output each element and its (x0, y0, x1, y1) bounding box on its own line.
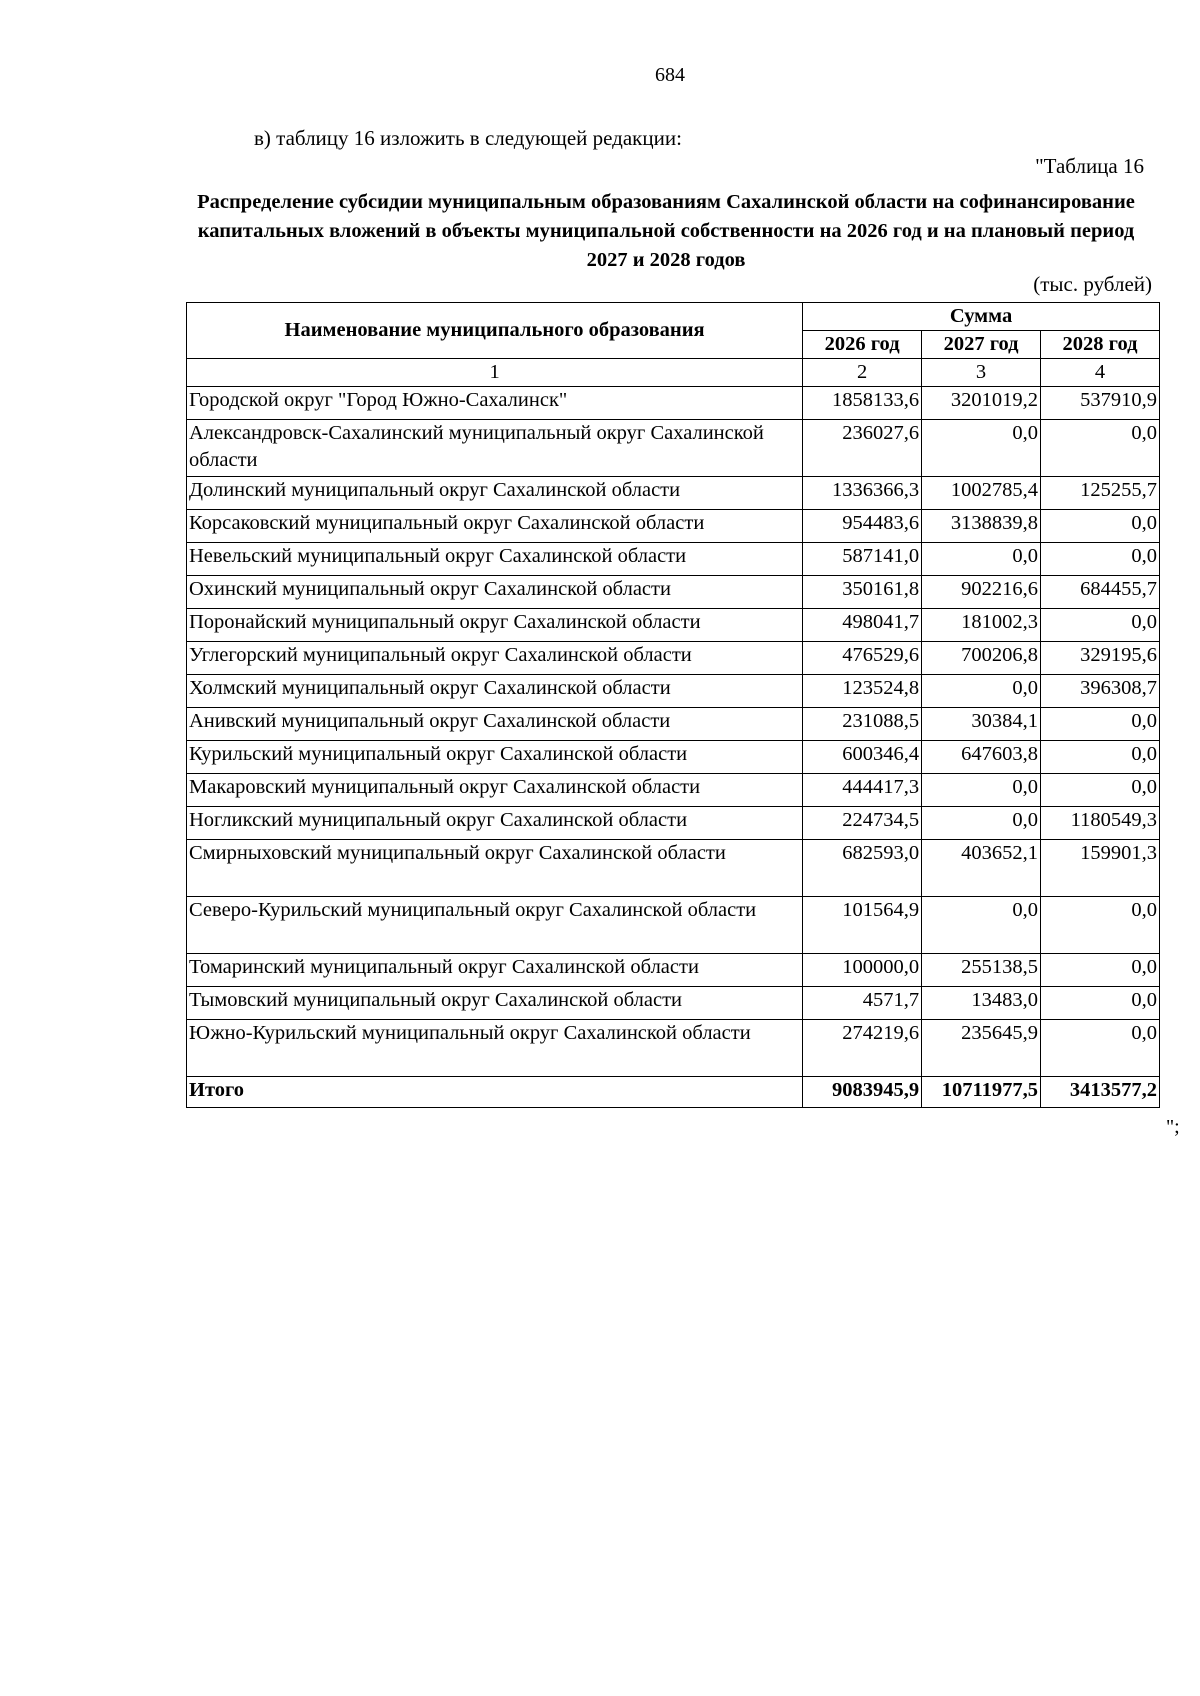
subsidy-table (186, 302, 1160, 1108)
value-2026: 100000,0 (803, 954, 922, 987)
value-2026: 236027,6 (803, 420, 922, 477)
value-2028: 329195,6 (1041, 642, 1160, 675)
closing-quote: "; (1166, 1116, 1180, 1138)
value-2026: 123524,8 (803, 675, 922, 708)
value-2026: 350161,8 (803, 576, 922, 609)
total-2026: 9083945,9 (803, 1077, 922, 1108)
municipality-name: Анивский муниципальный округ Сахалинской области (187, 708, 803, 741)
municipality-name: Долинский муниципальный округ Сахалинской области (187, 477, 803, 510)
value-2028: 684455,7 (1041, 576, 1160, 609)
value-2026: 274219,6 (803, 1020, 922, 1077)
value-2026: 954483,6 (803, 510, 922, 543)
table-row (187, 510, 1160, 543)
column-number: 3 (922, 359, 1041, 387)
value-2028: 0,0 (1041, 897, 1160, 954)
table-row (187, 774, 1160, 807)
value-2028: 0,0 (1041, 609, 1160, 642)
value-2027: 181002,3 (922, 609, 1041, 642)
table-row (187, 954, 1160, 987)
municipality-name: Невельский муниципальный округ Сахалинской области (187, 543, 803, 576)
value-2027: 235645,9 (922, 1020, 1041, 1077)
municipality-name: Холмский муниципальный округ Сахалинской области (187, 675, 803, 708)
document-title: Распределение субсидии муниципальным образованиям Сахалинской области на софинансирование капитальных вложений в объекты муниципальной собственности на 2026 год и на плановый период 2027 и 2028 годов (197, 191, 1135, 271)
header-year-2027: 2027 год (922, 331, 1041, 359)
value-2027: 0,0 (922, 675, 1041, 708)
table-row (187, 1020, 1160, 1077)
value-2028: 1180549,3 (1041, 807, 1160, 840)
value-2027: 3138839,8 (922, 510, 1041, 543)
value-2027: 700206,8 (922, 642, 1041, 675)
value-2026: 231088,5 (803, 708, 922, 741)
value-2026: 498041,7 (803, 609, 922, 642)
value-2028: 537910,9 (1041, 387, 1160, 420)
municipality-name: Ногликский муниципальный округ Сахалинской области (187, 807, 803, 840)
table-row (187, 543, 1160, 576)
total-2027: 10711977,5 (922, 1077, 1041, 1108)
total-2028: 3413577,2 (1041, 1077, 1160, 1108)
value-2026: 600346,4 (803, 741, 922, 774)
column-number: 1 (187, 359, 803, 387)
value-2028: 0,0 (1041, 987, 1160, 1020)
municipality-name: Тымовский муниципальный округ Сахалинской области (187, 987, 803, 1020)
column-number: 2 (803, 359, 922, 387)
value-2027: 647603,8 (922, 741, 1041, 774)
table-row (187, 609, 1160, 642)
value-2027: 1002785,4 (922, 477, 1041, 510)
value-2028: 0,0 (1041, 1020, 1160, 1077)
municipality-name: Томаринский муниципальный округ Сахалинской области (187, 954, 803, 987)
municipality-name: Южно-Курильский муниципальный округ Сахалинской области (187, 1020, 803, 1077)
value-2028: 0,0 (1041, 708, 1160, 741)
table-row (187, 576, 1160, 609)
municipality-name: Северо-Курильский муниципальный округ Сахалинской области (187, 897, 803, 954)
table-row (187, 477, 1160, 510)
value-2026: 682593,0 (803, 840, 922, 897)
value-2026: 101564,9 (803, 897, 922, 954)
municipality-name: Корсаковский муниципальный округ Сахалинской области (187, 510, 803, 543)
value-2026: 1858133,6 (803, 387, 922, 420)
value-2027: 0,0 (922, 543, 1041, 576)
municipality-name: Городской округ "Город Южно-Сахалинск" (187, 387, 803, 420)
value-2028: 0,0 (1041, 420, 1160, 477)
table-row (187, 708, 1160, 741)
value-2027: 3201019,2 (922, 387, 1041, 420)
value-2028: 0,0 (1041, 543, 1160, 576)
table-row (187, 420, 1160, 477)
value-2027: 255138,5 (922, 954, 1041, 987)
header-name: Наименование муниципального образования (187, 303, 803, 359)
value-2027: 0,0 (922, 897, 1041, 954)
table-body (187, 387, 1160, 1108)
value-2028: 0,0 (1041, 510, 1160, 543)
municipality-name: Смирныховский муниципальный округ Сахалинской области (187, 840, 803, 897)
value-2027: 13483,0 (922, 987, 1041, 1020)
value-2028: 396308,7 (1041, 675, 1160, 708)
value-2027: 0,0 (922, 420, 1041, 477)
units-label: (тыс. рублей) (1033, 272, 1152, 296)
value-2027: 0,0 (922, 774, 1041, 807)
value-2026: 587141,0 (803, 543, 922, 576)
value-2026: 476529,6 (803, 642, 922, 675)
table-caption: "Таблица 16 (1035, 154, 1144, 178)
table-row (187, 840, 1160, 897)
table-row (187, 741, 1160, 774)
municipality-name: Макаровский муниципальный округ Сахалинской области (187, 774, 803, 807)
value-2028: 0,0 (1041, 741, 1160, 774)
header-year-2026: 2026 год (803, 331, 922, 359)
value-2026: 444417,3 (803, 774, 922, 807)
municipality-name: Курильский муниципальный округ Сахалинской области (187, 741, 803, 774)
municipality-name: Александровск-Сахалинский муниципальный округ Сахалинской области (187, 420, 803, 477)
value-2027: 403652,1 (922, 840, 1041, 897)
table-row (187, 642, 1160, 675)
column-number: 4 (1041, 359, 1160, 387)
table-row (187, 675, 1160, 708)
value-2027: 902216,6 (922, 576, 1041, 609)
value-2026: 4571,7 (803, 987, 922, 1020)
page-number: 684 (655, 64, 685, 86)
municipality-name: Охинский муниципальный округ Сахалинской области (187, 576, 803, 609)
value-2028: 125255,7 (1041, 477, 1160, 510)
value-2026: 1336366,3 (803, 477, 922, 510)
total-row (187, 1077, 1160, 1108)
header-sum: Сумма (803, 303, 1160, 331)
table-row (187, 987, 1160, 1020)
municipality-name: Поронайский муниципальный округ Сахалинской области (187, 609, 803, 642)
value-2027: 30384,1 (922, 708, 1041, 741)
total-label: Итого (187, 1077, 803, 1108)
value-2027: 0,0 (922, 807, 1041, 840)
table-row (187, 807, 1160, 840)
header-year-2028: 2028 год (1041, 331, 1160, 359)
value-2028: 0,0 (1041, 774, 1160, 807)
table-row (187, 387, 1160, 420)
table-row (187, 897, 1160, 954)
value-2026: 224734,5 (803, 807, 922, 840)
municipality-name: Углегорский муниципальный округ Сахалинской области (187, 642, 803, 675)
value-2028: 159901,3 (1041, 840, 1160, 897)
value-2028: 0,0 (1041, 954, 1160, 987)
intro-text: в) таблицу 16 изложить в следующей редакции: (254, 126, 682, 150)
